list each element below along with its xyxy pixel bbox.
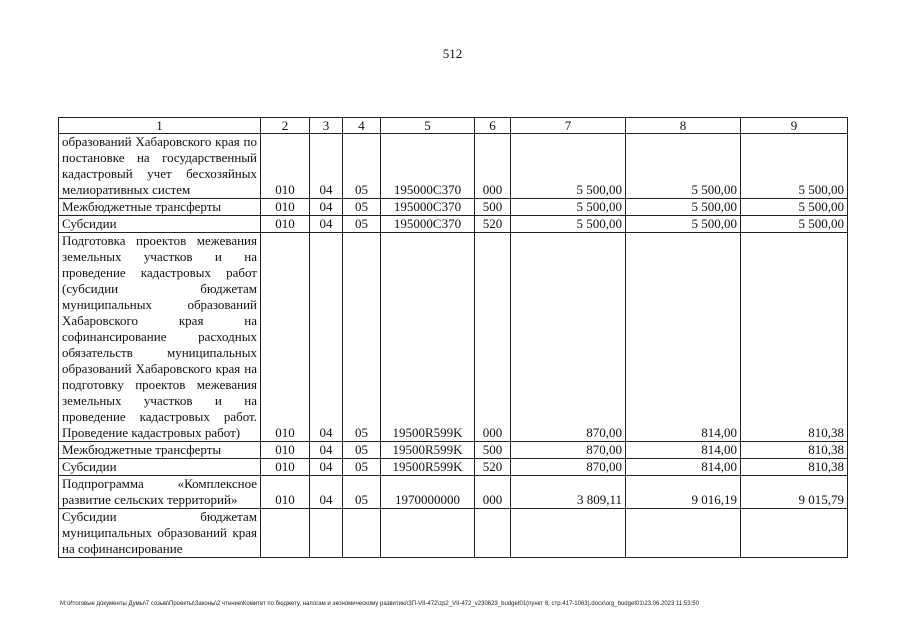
cell-grbs: 010 bbox=[261, 459, 310, 476]
cell-expense-type: 500 bbox=[475, 442, 511, 459]
cell-amount-2: 814,00 bbox=[626, 459, 741, 476]
cell-target-article: 19500R599K bbox=[381, 442, 475, 459]
column-header: 8 bbox=[626, 118, 741, 134]
cell-subsection: 05 bbox=[343, 199, 381, 216]
footer-file-path: M:\Итоговые документы Думы\7 созыв\Проекты\Законы\2 чтение\Комитет по бюджету, налогам и экономическому развитию\ЗП-VII-472\zp2_VII-472_v230623_budget01(пункт 8, стр.417-1063).docx\org_budget01\23.06.2023 11:53:50 bbox=[60, 601, 699, 607]
cell-grbs: 010 bbox=[261, 216, 310, 233]
cell-expense-type: 520 bbox=[475, 216, 511, 233]
table-row bbox=[59, 509, 848, 558]
cell-amount-3: 5 500,00 bbox=[741, 134, 848, 199]
cell-amount-3: 810,38 bbox=[741, 442, 848, 459]
cell-subsection: 05 bbox=[343, 476, 381, 509]
cell-grbs: 010 bbox=[261, 199, 310, 216]
cell-target-article: 19500R599K bbox=[381, 233, 475, 442]
column-header: 9 bbox=[741, 118, 848, 134]
row-name: Субсидии bbox=[59, 216, 261, 233]
cell-amount-2 bbox=[626, 509, 741, 558]
table-row bbox=[59, 459, 848, 476]
row-name: Подготовка проектов межевания земельных участков и на проведение кадастровых работ (субсидии бюджетам муниципальных образований Хабаровского края на софинансирование расходных обязательств муниципальных образований Хабаровского края на подготовку проектов межевания земельных участков и на проведение кадастровых работ. Проведение кадастровых работ) bbox=[59, 233, 261, 442]
cell-section: 04 bbox=[310, 233, 343, 442]
cell-target-article: 195000С370 bbox=[381, 199, 475, 216]
table-header-row bbox=[59, 118, 848, 134]
cell-amount-1: 5 500,00 bbox=[511, 199, 626, 216]
column-header: 4 bbox=[343, 118, 381, 134]
cell-amount-1: 3 809,11 bbox=[511, 476, 626, 509]
cell-amount-2: 5 500,00 bbox=[626, 216, 741, 233]
cell-amount-1: 870,00 bbox=[511, 233, 626, 442]
cell-amount-2: 814,00 bbox=[626, 233, 741, 442]
cell-section: 04 bbox=[310, 476, 343, 509]
cell-section: 04 bbox=[310, 459, 343, 476]
cell-target-article: 19500R599K bbox=[381, 459, 475, 476]
cell-amount-1: 870,00 bbox=[511, 442, 626, 459]
cell-grbs: 010 bbox=[261, 442, 310, 459]
cell-amount-1 bbox=[511, 509, 626, 558]
cell-subsection: 05 bbox=[343, 442, 381, 459]
table-row bbox=[59, 442, 848, 459]
cell-grbs: 010 bbox=[261, 476, 310, 509]
column-header: 5 bbox=[381, 118, 475, 134]
cell-expense-type: 000 bbox=[475, 476, 511, 509]
cell-section: 04 bbox=[310, 216, 343, 233]
cell-target-article: 195000С370 bbox=[381, 134, 475, 199]
cell-amount-3: 5 500,00 bbox=[741, 216, 848, 233]
cell-subsection: 05 bbox=[343, 459, 381, 476]
cell-grbs: 010 bbox=[261, 233, 310, 442]
cell-expense-type bbox=[475, 509, 511, 558]
cell-amount-2: 9 016,19 bbox=[626, 476, 741, 509]
cell-target-article bbox=[381, 509, 475, 558]
row-name: Межбюджетные трансферты bbox=[59, 442, 261, 459]
cell-expense-type: 500 bbox=[475, 199, 511, 216]
cell-amount-3: 810,38 bbox=[741, 233, 848, 442]
row-name: образований Хабаровского края по постановке на государственный кадастровый учет бесхозяйных мелиоративных систем bbox=[59, 134, 261, 199]
cell-amount-1: 5 500,00 bbox=[511, 134, 626, 199]
row-name: Субсидии bbox=[59, 459, 261, 476]
table-row bbox=[59, 199, 848, 216]
cell-amount-1: 870,00 bbox=[511, 459, 626, 476]
cell-expense-type: 000 bbox=[475, 134, 511, 199]
cell-amount-2: 5 500,00 bbox=[626, 134, 741, 199]
cell-amount-3: 810,38 bbox=[741, 459, 848, 476]
column-header: 6 bbox=[475, 118, 511, 134]
row-name: Подпрограмма «Комплексное развитие сельских территорий» bbox=[59, 476, 261, 509]
row-name: Субсидии бюджетам муниципальных образований края на софинансирование bbox=[59, 509, 261, 558]
column-header: 7 bbox=[511, 118, 626, 134]
cell-section: 04 bbox=[310, 199, 343, 216]
cell-amount-1: 5 500,00 bbox=[511, 216, 626, 233]
page-number: 512 bbox=[442, 46, 463, 61]
row-name: Межбюджетные трансферты bbox=[59, 199, 261, 216]
cell-target-article: 195000С370 bbox=[381, 216, 475, 233]
cell-amount-3 bbox=[741, 509, 848, 558]
cell-subsection: 05 bbox=[343, 134, 381, 199]
cell-section: 04 bbox=[310, 134, 343, 199]
table-row bbox=[59, 233, 848, 442]
budget-table bbox=[58, 117, 848, 558]
cell-expense-type: 520 bbox=[475, 459, 511, 476]
column-header: 1 bbox=[59, 118, 261, 134]
table-row bbox=[59, 216, 848, 233]
cell-subsection bbox=[343, 509, 381, 558]
cell-section bbox=[310, 509, 343, 558]
table-row bbox=[59, 476, 848, 509]
cell-amount-2: 814,00 bbox=[626, 442, 741, 459]
table-row bbox=[59, 134, 848, 199]
cell-amount-2: 5 500,00 bbox=[626, 199, 741, 216]
cell-grbs bbox=[261, 509, 310, 558]
column-header: 3 bbox=[310, 118, 343, 134]
cell-target-article: 1970000000 bbox=[381, 476, 475, 509]
cell-subsection: 05 bbox=[343, 233, 381, 442]
cell-section: 04 bbox=[310, 442, 343, 459]
cell-expense-type: 000 bbox=[475, 233, 511, 442]
cell-amount-3: 5 500,00 bbox=[741, 199, 848, 216]
cell-amount-3: 9 015,79 bbox=[741, 476, 848, 509]
cell-grbs: 010 bbox=[261, 134, 310, 199]
column-header: 2 bbox=[261, 118, 310, 134]
cell-subsection: 05 bbox=[343, 216, 381, 233]
